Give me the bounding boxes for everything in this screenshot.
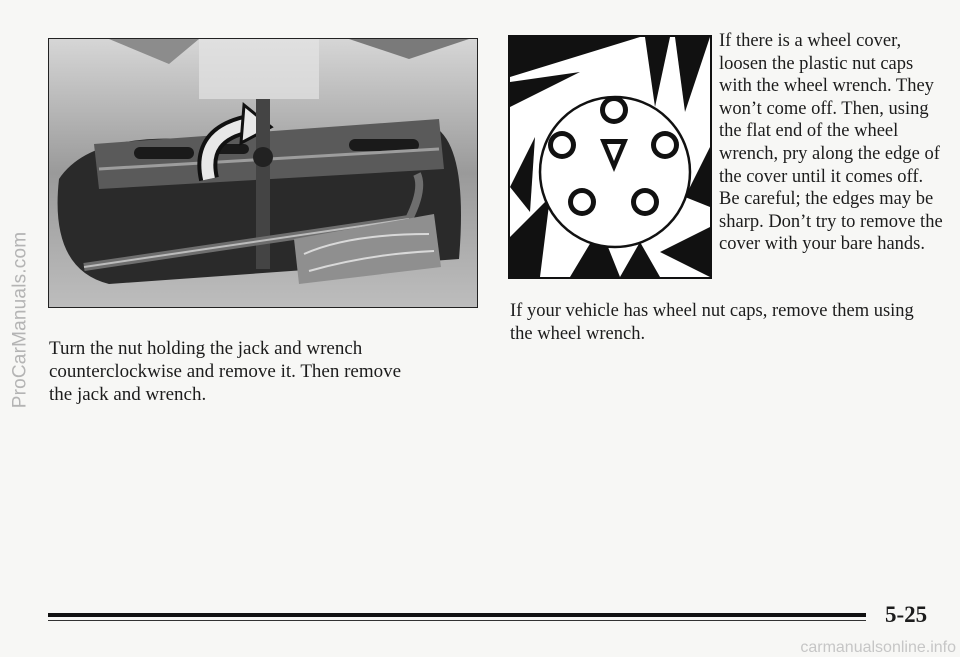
side-watermark-text: ProCarManuals.com xyxy=(9,231,31,409)
nut-caps-instructions: If your vehicle has wheel nut caps, remove them using the wheel wrench. xyxy=(510,301,914,344)
jack-photo xyxy=(48,38,478,308)
footer-rule-thick xyxy=(48,613,866,617)
jack-caption: Turn the nut holding the jack and wrench counterclockwise and remove it. Then remove the jack and wrench. xyxy=(49,338,402,405)
wheel-cover-diagram-icon xyxy=(510,37,710,277)
wheel-cover-figure xyxy=(508,35,712,279)
side-watermark xyxy=(2,20,38,620)
photo-jack-and-wrench-icon xyxy=(49,39,477,307)
wheel-cover-instructions: If there is a wheel cover, loosen the plastic nut caps with the wheel wrench. They won’t come off. Then, using the flat end of the wheel wrench, pry along the edge of the cover until it comes off. Be careful; the edges may be sharp. Don’t try to remove the cover with your bare hands. xyxy=(719,31,943,255)
footer-rule-thin xyxy=(48,620,866,621)
page-number: 5-25 xyxy=(885,602,928,627)
bottom-watermark: carmanualsonline.info xyxy=(800,639,956,656)
